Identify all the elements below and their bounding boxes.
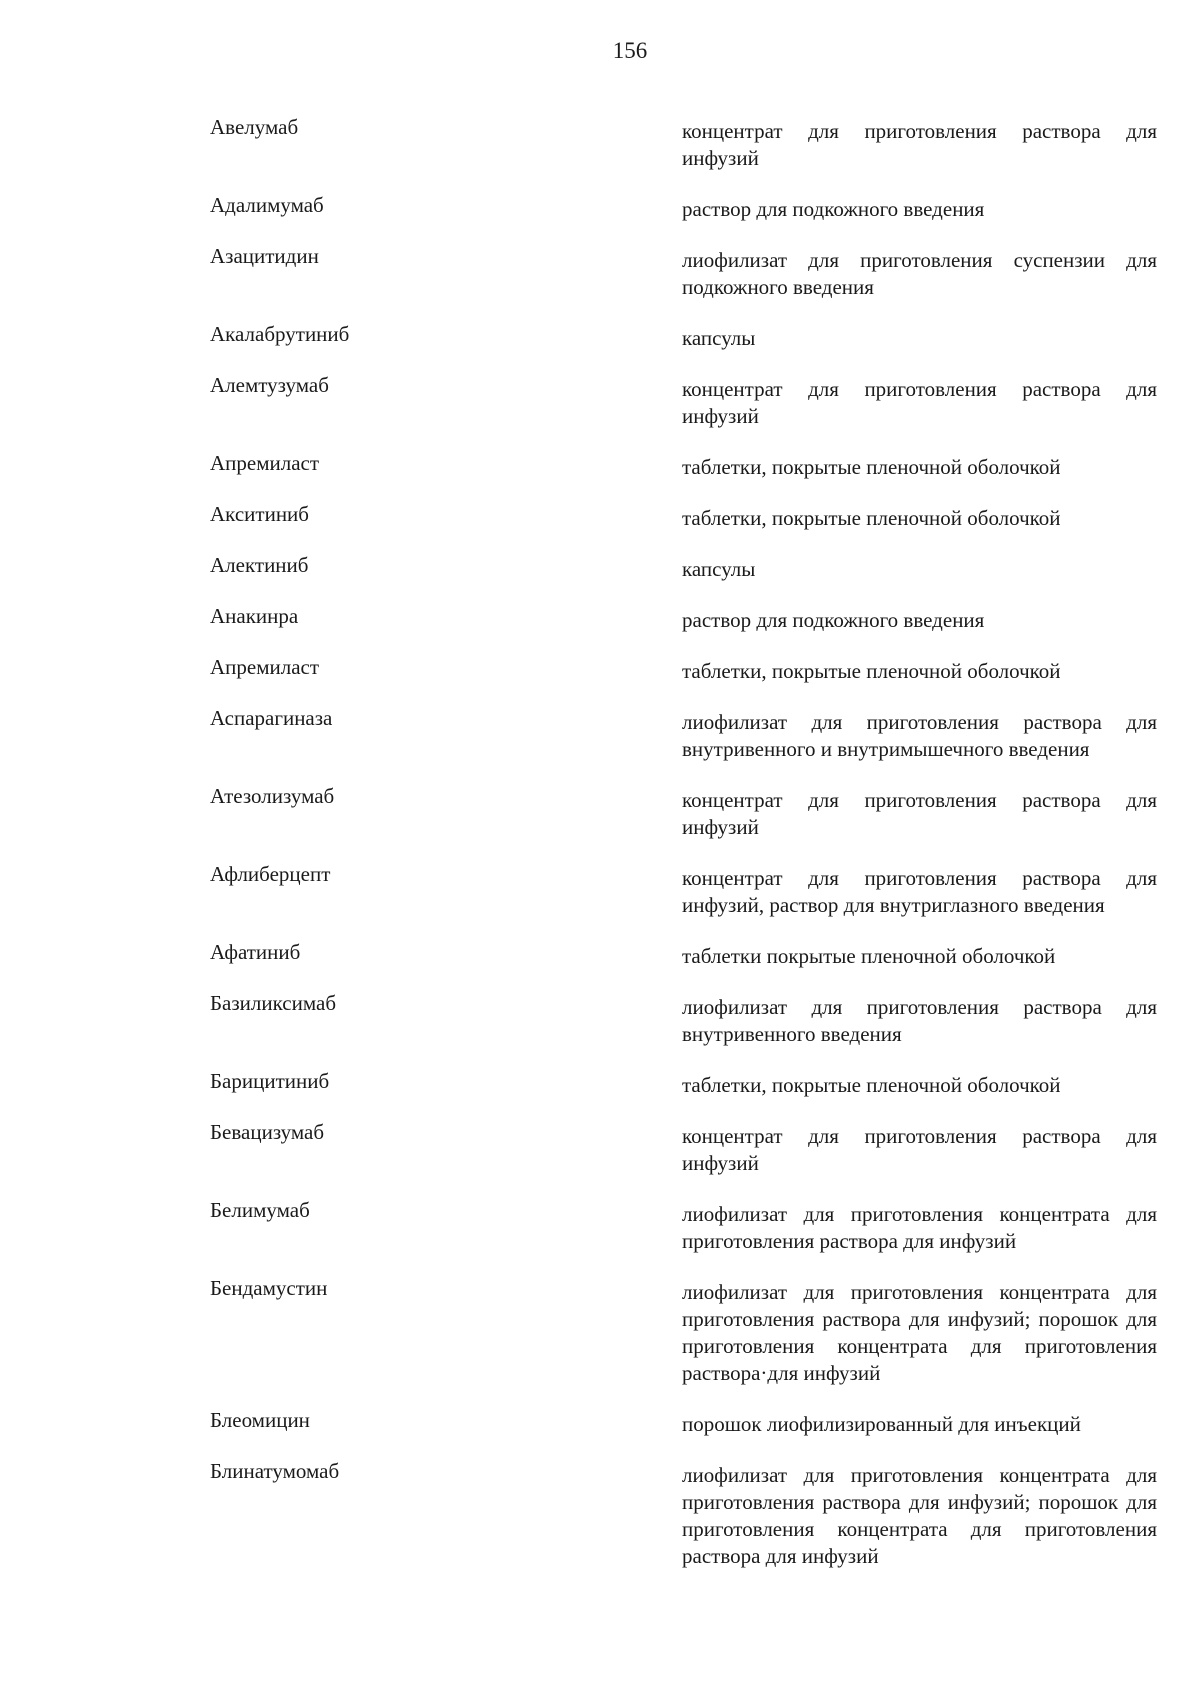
dosage-form: таблетки, покрытые пленочной оболочкой [682,455,1061,479]
list-item [0,1197,1200,1255]
list-item [0,450,1200,481]
list-item [0,603,1200,634]
drug-name: Блинатумомаб [210,1459,340,1483]
drug-name: Базиликсимаб [210,991,337,1015]
drug-name: Блеомицин [210,1408,310,1432]
dosage-form: лиофилизат для приготовления концентрата для приготовления раствора для инфузий [682,1202,1157,1253]
list-item [0,321,1200,352]
dosage-form: таблетки, покрытые пленочной оболочкой [682,1073,1061,1097]
dosage-form: концентрат для приготовления раствора для инфузий [682,377,1157,428]
drug-name: Белимумаб [210,1198,310,1222]
dosage-form: лиофилизат для приготовления концентрата для приготовления раствора для инфузий; порошок для приготовления концентрата для приготовления раствора для инфузий [682,1463,1157,1568]
drug-name: Алемтузумаб [210,373,329,397]
list-item [0,1275,1200,1387]
drug-name: Адалимумаб [210,193,324,217]
dosage-form: концентрат для приготовления раствора для инфузий [682,119,1157,170]
list-item [0,1407,1200,1438]
dosage-form: лиофилизат для приготовления раствора для внутривенного введения [682,995,1157,1046]
drug-name: Анакинра [210,604,299,628]
drug-name: Апремиласт [210,451,320,475]
dosage-form: порошок лиофилизированный для инъекций [682,1412,1081,1436]
drug-name: Азацитидин [210,244,319,268]
dosage-form: концентрат для приготовления раствора для инфузий [682,1124,1157,1175]
list-item [0,654,1200,685]
drug-name: Афатиниб [210,940,301,964]
medication-list [0,114,1200,1590]
dosage-form: раствор для подкожного введения [682,608,985,632]
list-item [0,990,1200,1048]
list-item [0,939,1200,970]
drug-name: Бендамустин [210,1276,328,1300]
list-item [0,192,1200,223]
dosage-form: капсулы [682,557,756,581]
drug-name: Акситиниб [210,502,309,526]
list-item [0,501,1200,532]
drug-name: Афлиберцепт [210,862,331,886]
list-item [0,1068,1200,1099]
drug-name: Барицитиниб [210,1069,330,1093]
list-item [0,1458,1200,1570]
dosage-form: таблетки покрытые пленочной оболочкой [682,944,1056,968]
list-item [0,114,1200,172]
list-item [0,861,1200,919]
drug-name: Авелумаб [210,115,299,139]
dosage-form: лиофилизат для приготовления концентрата для приготовления раствора для инфузий; порошок для приготовления концентрата для приготовления раствора·для инфузий [682,1280,1157,1385]
list-item [0,783,1200,841]
drug-name: Бевацизумаб [210,1120,325,1144]
dosage-form: лиофилизат для приготовления раствора для внутривенного и внутримышечного введения [682,710,1157,761]
drug-name: Атезолизумаб [210,784,335,808]
drug-name: Апремиласт [210,655,320,679]
dosage-form: раствор для подкожного введения [682,197,985,221]
list-item [0,243,1200,301]
list-item [0,372,1200,430]
dosage-form: концентрат для приготовления раствора для инфузий [682,788,1157,839]
dosage-form: таблетки, покрытые пленочной оболочкой [682,659,1061,683]
list-item [0,552,1200,583]
dosage-form: капсулы [682,326,756,350]
drug-name: Аспарагиназа [210,706,333,730]
list-item [0,1119,1200,1177]
dosage-form: таблетки, покрытые пленочной оболочкой [682,506,1061,530]
dosage-form: концентрат для приготовления раствора для инфузий, раствор для внутриглазного введения [682,866,1157,917]
dosage-form: лиофилизат для приготовления суспензии для подкожного введения [682,248,1157,299]
list-item [0,705,1200,763]
drug-name: Алектиниб [210,553,309,577]
drug-name: Акалабрутиниб [210,322,350,346]
page-number: 156 [612,38,648,63]
